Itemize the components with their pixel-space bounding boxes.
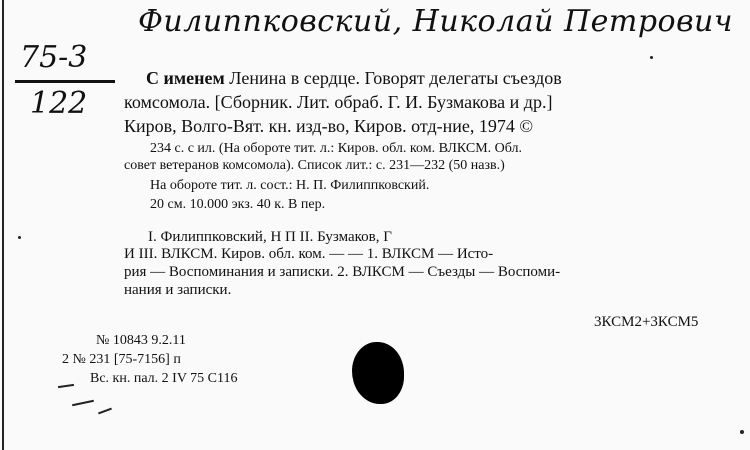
tracing-line-2: И III. ВЛКСМ. Киров. обл. ком. — — 1. ВЛКСМ — Исто- [124,246,494,262]
dust-speck [18,236,21,239]
order-line-1: № 10843 9.2.11 [96,333,186,348]
collation-line-1: 234 с. с ил. (На обороте тит. л.: Киров. обл. ком. ВЛКСМ. Обл. [150,141,523,156]
order-line-2: 2 № 231 [75-7156] п [62,352,181,367]
stamp-dash-3 [98,408,112,415]
title-rest: Ленина в сердце. Говорят делегаты съездов [224,68,562,88]
tracing-line-3: рия — Воспоминания и записки. 2. ВЛКСМ — Съезды — Воспоми- [124,264,561,280]
stamp-dash-2 [72,400,94,407]
title-lead: С именем [146,68,225,88]
title-line-2: комсомола. [Сборник. Лит. обраб. Г. И. Бузмакова и др.] [124,92,553,112]
shelfmark [10,40,128,120]
tracing-line-4: нания и записки. [124,282,232,298]
shelfmark-divider [15,80,115,83]
handwritten-author-heading: Филиппковский, Николай Петрович [138,4,734,39]
card-left-edge [2,0,4,450]
ink-blot [352,342,404,404]
note-line: На обороте тит. л. сост.: Н. П. Филиппковский. [150,178,430,193]
dust-speck [650,56,653,59]
stamp-dash-1 [58,384,74,388]
imprint-line: Киров, Волго-Вят. кн. изд-во, Киров. отд-ние, 1974 © [124,116,534,136]
classification-code: 3КСМ2+3КСМ5 [594,314,699,330]
tracing-line-1: I. Филиппковский, Н П II. Бузмаков, Г [148,229,392,245]
dust-speck [740,430,744,434]
shelfmark-top: 75-3 [20,40,88,75]
price-line: 20 см. 10.000 экз. 40 к. В пер. [150,197,326,212]
order-line-3: Вс. кн. пал. 2 IV 75 С116 [90,371,238,386]
title-line-1 [146,68,562,89]
shelfmark-bottom: 122 [30,86,88,121]
collation-line-2: совет ветеранов комсомола). Список лит.: с. 231—232 (50 назв.) [124,158,505,173]
